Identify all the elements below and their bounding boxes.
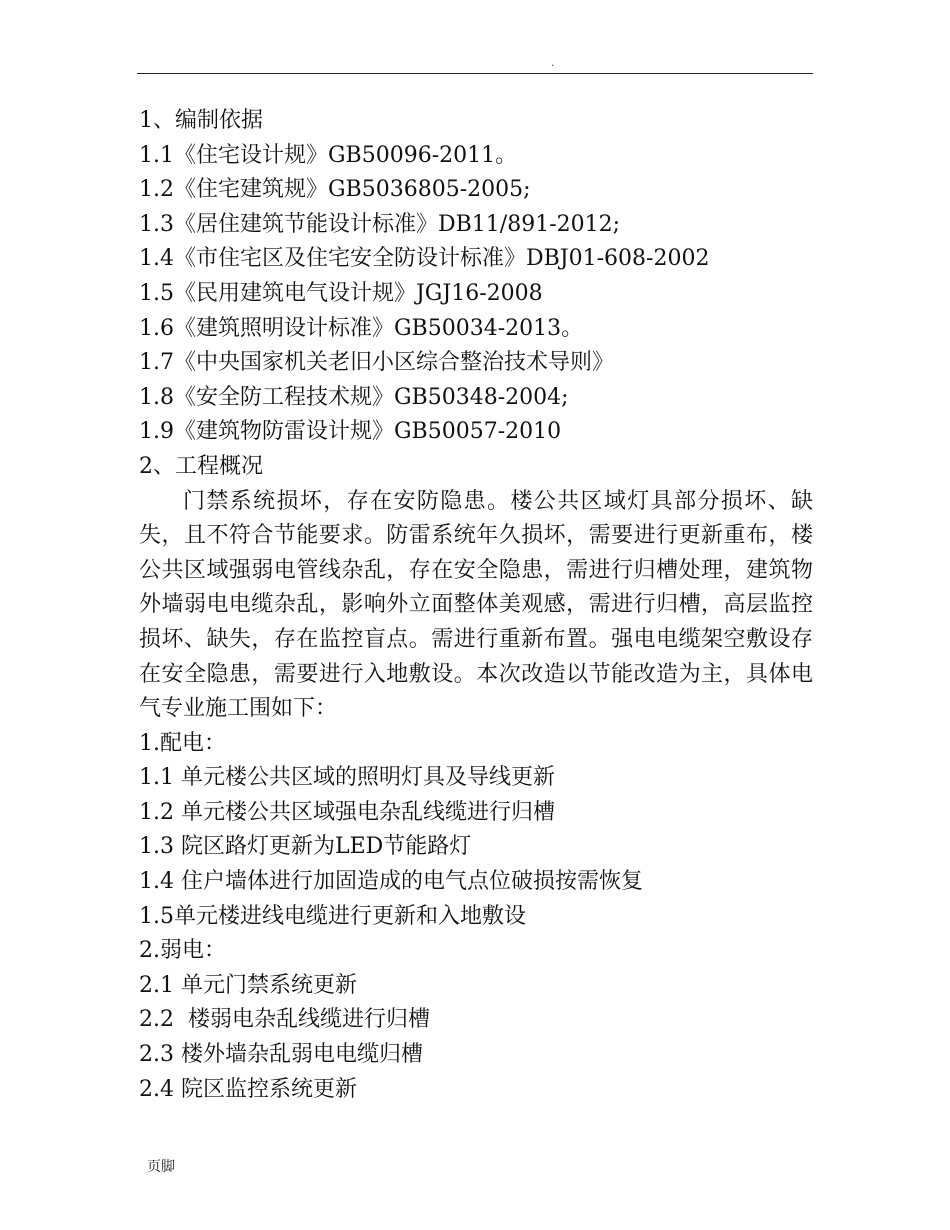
power-item: 1.2 单元楼公共区域强电杂乱线缆进行归槽 [139, 799, 555, 825]
basis-item: 1.7《中央国家机关老旧小区综合整治技术导则》 [139, 350, 614, 376]
weak-item: 2.4 院区监控系统更新 [139, 1076, 357, 1102]
section-title-basis: 1、编制依据 [139, 108, 263, 133]
basis-item: 1.2《住宅建筑规》GB5036805-2005; [139, 177, 531, 203]
basis-item: 1.6《建筑照明设计标准》GB50034-2013。 [139, 315, 584, 341]
section-title-power: 1.配电： [139, 730, 226, 756]
basis-item: 1.3《居住建筑节能设计标准》DB11/891-2012; [139, 211, 621, 237]
weak-item: 2.1 单元门禁系统更新 [139, 972, 357, 998]
basis-item: 1.9《建筑物防雷设计规》GB50057-2010 [139, 419, 562, 445]
basis-item: 1.8《安全防工程技术规》GB50348-2004; [139, 384, 569, 410]
overview-paragraph: 门禁系统损坏，存在安防隐患。楼公共区域灯具部分损坏、缺失，且不符合节能要求。防雷系统年久损坏，需要进行更新重布，楼公共区域强弱电管线杂乱，存在安全隐患，需进行归槽处理，建筑物外墙弱电电缆杂乱，影响外立面整体美观感，需进行归槽，高层监控损坏、缺失，存在监控盲点。需进行重新布置。强电电缆架空敷设存在安全隐患，需要进行入地敷设。本次改造以节能改造为主，具体电气专业施工围如下： [139, 488, 813, 722]
power-item: 1.1 单元楼公共区域的照明灯具及导线更新 [139, 765, 555, 791]
basis-item: 1.4《市住宅区及住宅安全防设计标准》DBJ01-608-2002 [139, 246, 710, 272]
document-body [139, 104, 813, 1107]
header-mark: . [551, 58, 555, 69]
weak-item: 2.3 楼外墙杂乱弱电电缆归槽 [139, 1042, 423, 1068]
section-title-overview: 2、工程概况 [139, 453, 263, 479]
page-footer: 页脚 [147, 1159, 175, 1175]
header-rule [137, 73, 813, 74]
basis-item: 1.5《民用建筑电气设计规》JGJ16-2008 [139, 280, 543, 306]
power-item: 1.5单元楼进线电缆进行更新和入地敷设 [139, 903, 526, 929]
section-title-weak: 2.弱电： [139, 938, 226, 964]
power-item: 1.3 院区路灯更新为LED节能路灯 [139, 834, 472, 860]
basis-item: 1.1《住宅设计规》GB50096-2011。 [139, 142, 518, 168]
weak-item: 2.2 楼弱电杂乱线缆进行归槽 [139, 1007, 430, 1033]
power-item: 1.4 住户墙体进行加固造成的电气点位破损按需恢复 [139, 869, 643, 895]
